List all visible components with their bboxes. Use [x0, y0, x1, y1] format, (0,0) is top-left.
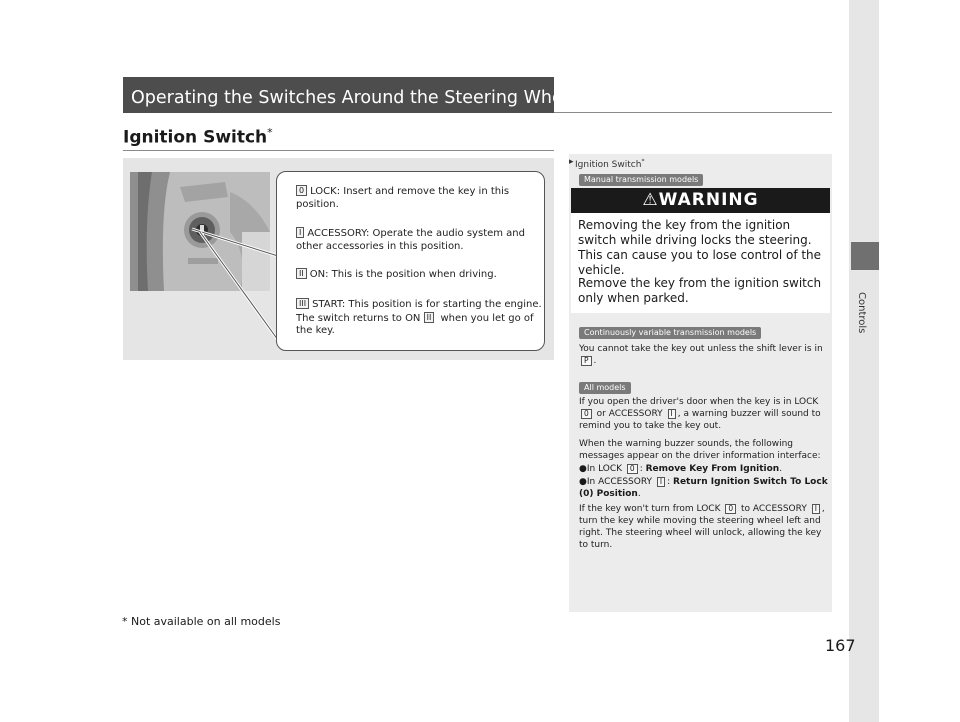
position-lock-badge: 0: [296, 185, 307, 196]
park-badge: P: [581, 356, 592, 366]
position-accessory: [296, 227, 546, 253]
all-models-tag: All models: [579, 382, 631, 394]
bullet-accessory-message: [579, 476, 829, 500]
page-number: 167: [825, 636, 856, 655]
bullet1-lock-badge: 0: [627, 464, 638, 474]
section-banner-rule: [554, 112, 832, 113]
position-start-text-a: START: This position is for starting the engine. The switch returns to ON: [296, 299, 542, 324]
position-start: [296, 298, 546, 338]
bullet2-accessory-badge: I: [657, 477, 665, 487]
turn-note-text-a: If the key won't turn from LOCK: [579, 504, 724, 514]
footnote: * Not available on all models: [122, 615, 281, 628]
bullet1-text-c: .: [779, 464, 783, 474]
position-start-text-b: when you let go of the key.: [296, 312, 534, 336]
side-tab: [849, 0, 879, 722]
bullet-lock-message: [579, 463, 829, 475]
cvt-models-tag: Continuously variable transmission models: [579, 327, 761, 339]
door-note-text-b: or ACCESSORY: [593, 409, 666, 419]
door-note-text-c: , a warning buzzer will sound to remind you to take the key out.: [579, 409, 821, 431]
heading-rule: [123, 150, 554, 151]
note-header-asterisk: *: [641, 158, 645, 165]
cvt-note-text-b: .: [593, 356, 597, 366]
buzzer-message-note: When the warning buzzer sounds, the following messages appear on the driver information interface:: [579, 439, 821, 461]
warning-triangle-icon: ⚠: [642, 190, 659, 210]
turn-note-lock-badge: 0: [725, 504, 736, 514]
bullet2-text-b: :: [667, 477, 674, 487]
warning-text-1: Removing the key from the ignition switch while driving locks the steering. This can cause you to lose control of the vehicle.: [578, 218, 822, 277]
position-lock: [296, 185, 546, 211]
position-on-text: ON: This is the position when driving.: [309, 269, 497, 280]
position-accessory-badge: I: [296, 227, 304, 238]
position-start-on-badge: II: [424, 312, 435, 323]
bullet1-message: Remove Key From Ignition: [645, 464, 780, 474]
bullet2-text-c: .: [637, 489, 641, 499]
turn-note-text-b: to ACCESSORY: [738, 504, 810, 514]
position-start-badge: III: [296, 298, 309, 309]
bullet1-text-a: In LOCK: [586, 464, 625, 474]
turn-note-accessory-badge: I: [812, 504, 820, 514]
note-header-marker-icon: ▸: [569, 157, 574, 167]
page-heading: [123, 126, 273, 148]
warning-text-2: Remove the key from the ignition switch only when parked.: [578, 276, 822, 305]
bullet-dot-icon: ●: [579, 477, 587, 487]
key-wont-turn-note: [579, 503, 829, 551]
side-tab-marker: [851, 242, 879, 270]
position-on: [296, 268, 546, 282]
note-header-text: Ignition Switch: [575, 160, 642, 170]
note-header: [575, 158, 644, 170]
turn-note-text-c: , turn the key while moving the steering wheel left and right. The steering wheel will unlock, allowing the key to turn.: [579, 504, 825, 550]
cvt-note: [579, 343, 829, 367]
bullet-dot-icon: ●: [579, 464, 587, 474]
warning-title-bar: [571, 188, 830, 213]
warning-title: WARNING: [658, 190, 759, 210]
door-buzzer-note: [579, 396, 829, 432]
page-heading-text: Ignition Switch: [123, 127, 268, 148]
ignition-photo-illustration: [130, 172, 270, 291]
position-on-badge: II: [296, 268, 307, 279]
side-tab-label: Controls: [856, 292, 867, 334]
position-lock-text: LOCK: Insert and remove the key in this position.: [296, 186, 510, 210]
bullet2-message: Return Ignition Switch To Lock (0) Position: [579, 477, 828, 499]
manual-transmission-tag: Manual transmission models: [579, 174, 703, 186]
bullet1-text-b: :: [639, 464, 646, 474]
section-title: Operating the Switches Around the Steering Wheel: [131, 88, 579, 108]
door-note-text-a: If you open the driver's door when the key is in LOCK: [579, 397, 819, 407]
door-note-accessory-badge: I: [668, 409, 676, 419]
position-accessory-text: ACCESSORY: Operate the audio system and other accessories in this position.: [296, 228, 525, 252]
bullet2-text-a: In ACCESSORY: [586, 477, 655, 487]
page-heading-asterisk: *: [267, 126, 273, 139]
cvt-note-text-a: You cannot take the key out unless the shift lever is in: [579, 344, 823, 354]
door-note-lock-badge: 0: [581, 409, 592, 419]
ignition-switch-photo: [130, 172, 270, 291]
